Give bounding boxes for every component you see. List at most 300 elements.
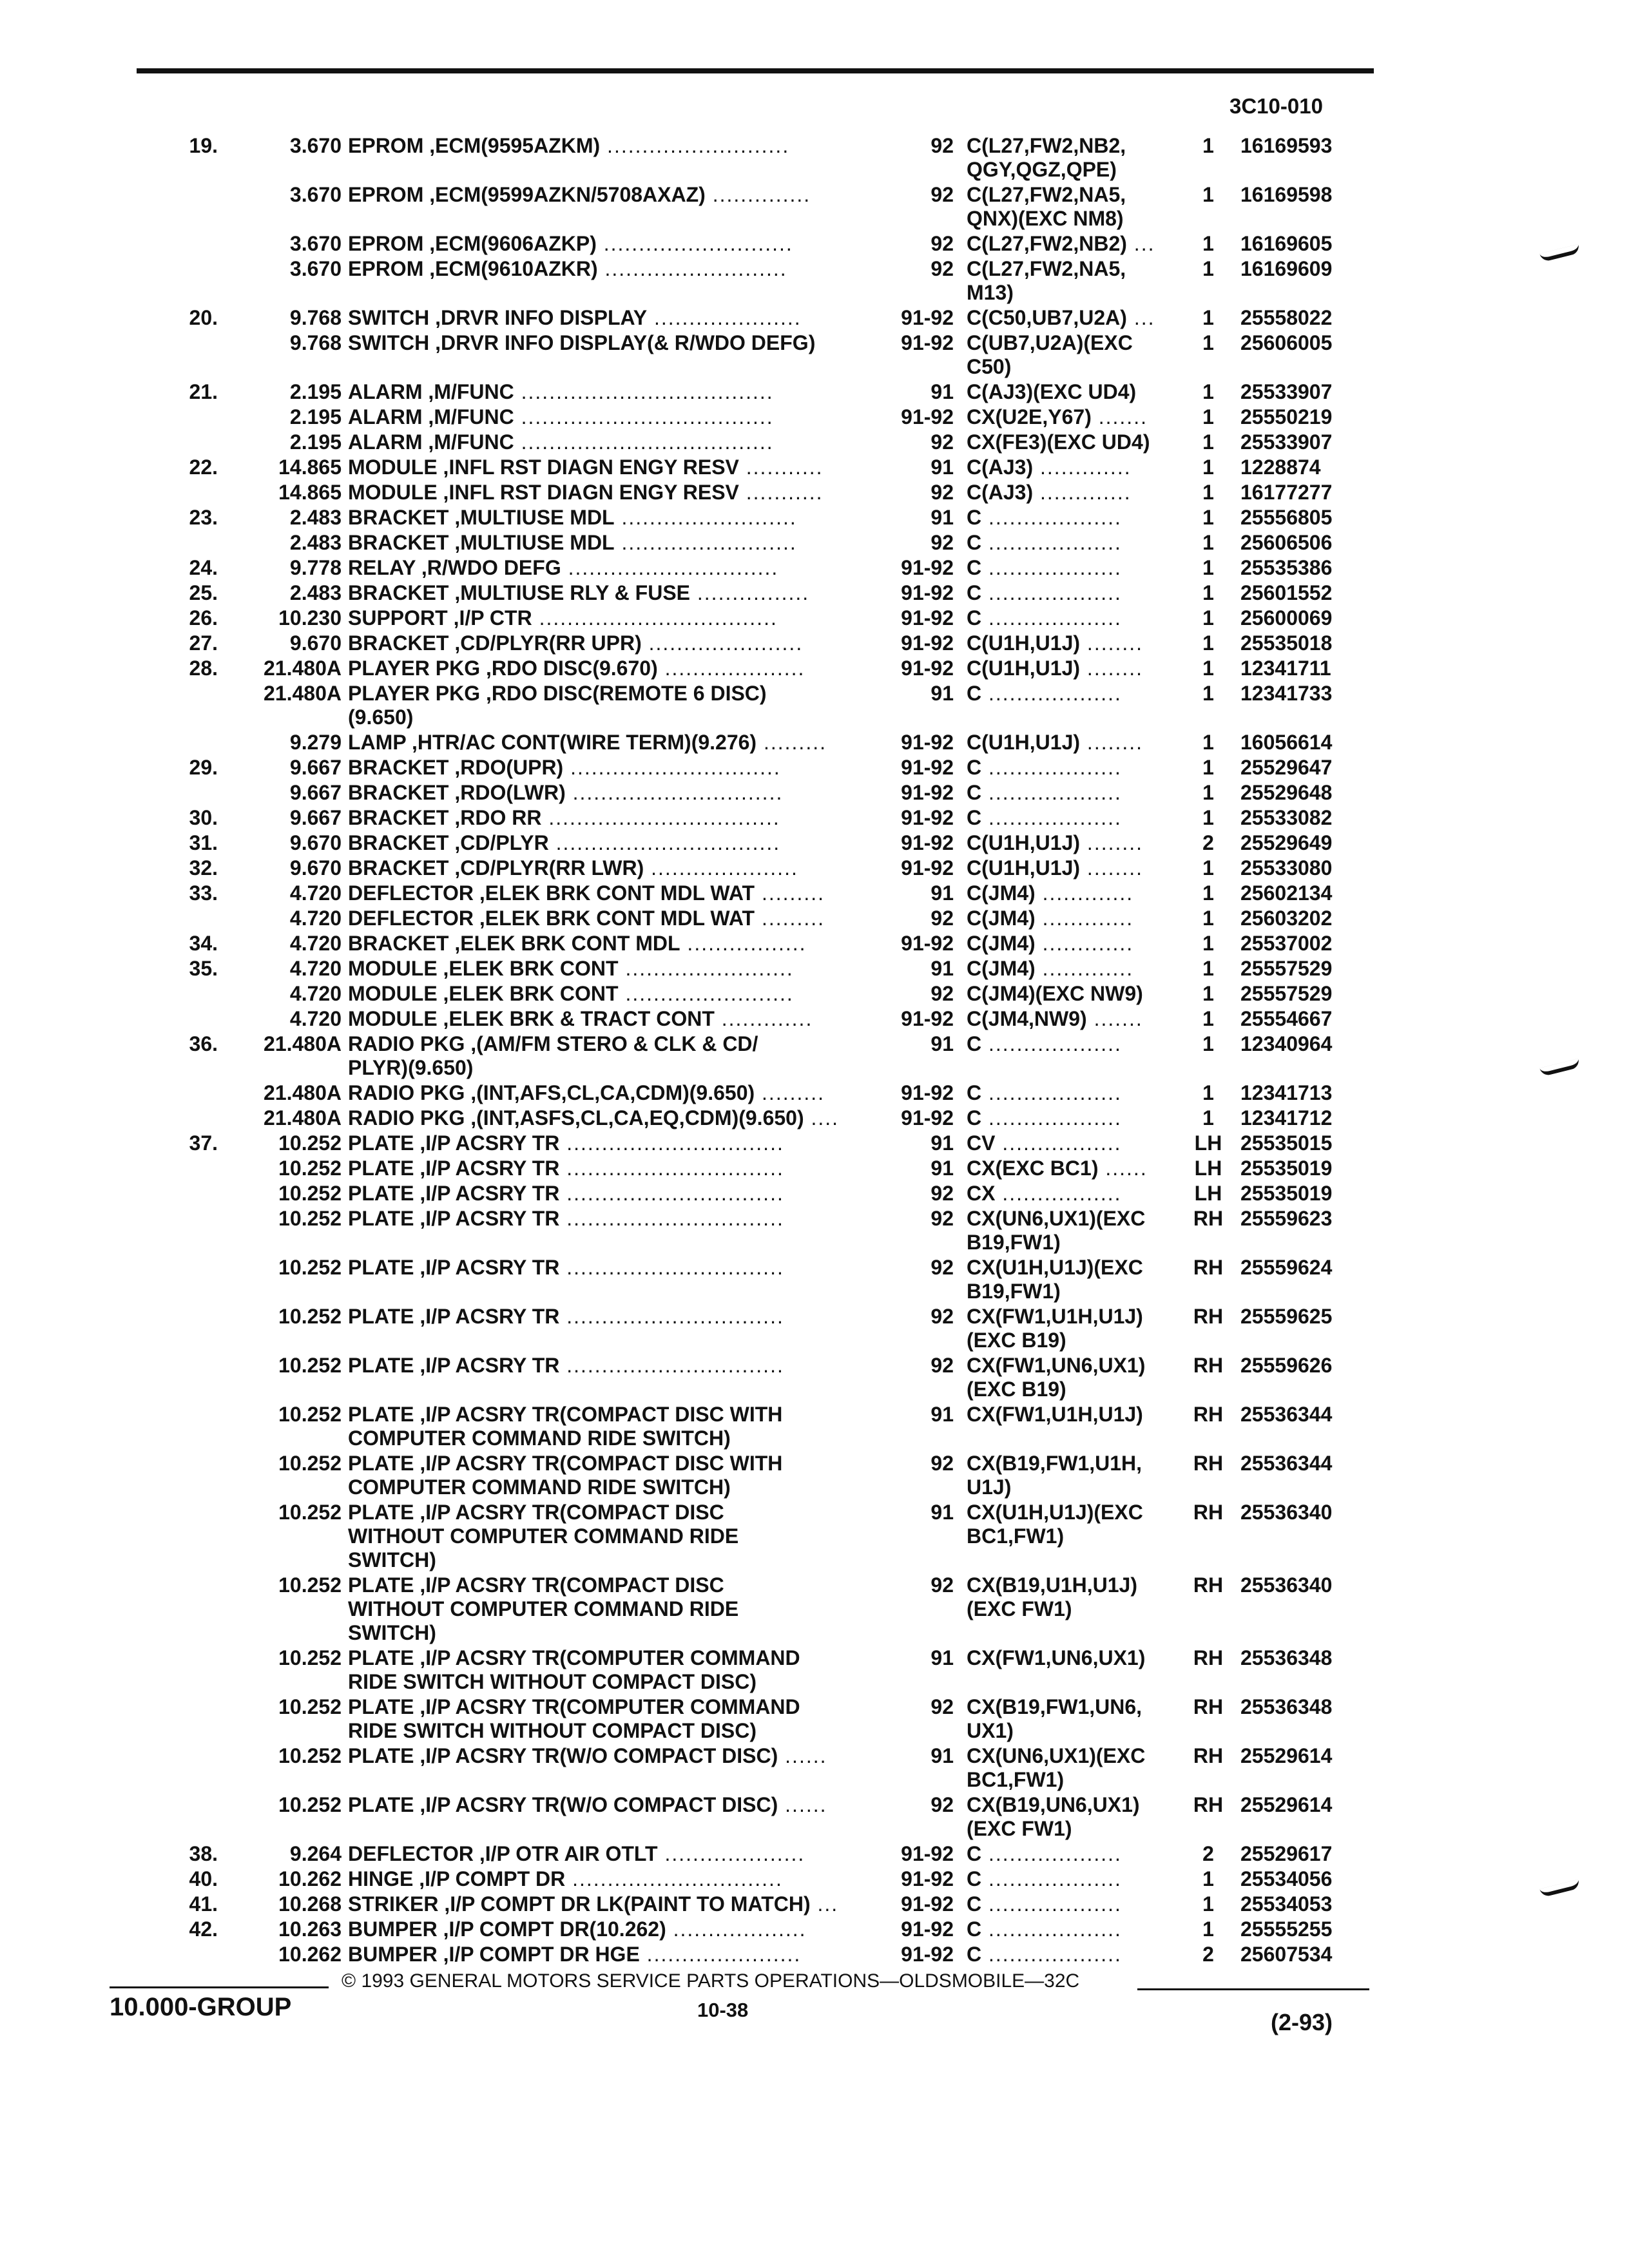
part-description: BRACKET ,CD/PLYR(RR LWR) .....................: [348, 856, 798, 879]
part-group-number: 2.483: [289, 581, 342, 604]
part-description: BRACKET ,ELEK BRK CONT MDL .................: [348, 932, 807, 955]
leader-dots: .........................: [614, 506, 797, 529]
part-model-year: 91-92: [901, 806, 954, 829]
part-part-number: 25529614: [1240, 1744, 1333, 1767]
part-part-number: 25559624: [1240, 1256, 1333, 1279]
leader-dots: ........................: [618, 957, 794, 980]
part-part-number: 25536344: [1240, 1452, 1333, 1475]
part-part-number: 25537002: [1240, 932, 1333, 955]
part-part-number: 25600069: [1240, 606, 1333, 629]
part-row: [0, 831, 1629, 856]
part-quantity: RH: [1193, 1793, 1224, 1816]
part-row: [0, 1501, 1629, 1573]
part-ref: 21.: [189, 380, 218, 403]
part-model-year: 92: [930, 531, 954, 554]
part-part-number: 25602134: [1240, 881, 1333, 905]
part-part-number: 25554667: [1240, 1007, 1333, 1030]
part-description: SUPPORT ,I/P CTR ..................................: [348, 606, 778, 629]
part-row: [0, 1403, 1629, 1452]
part-group-number: 9.670: [289, 631, 342, 655]
leader-dots: ..................................: [532, 606, 778, 629]
leader-dots: ...................: [981, 756, 1122, 779]
part-group-number: 10.252: [278, 1157, 342, 1180]
part-model-year: 91: [930, 1501, 954, 1524]
part-model-year: 91-92: [901, 1842, 954, 1865]
leader-dots: ...................: [981, 1867, 1122, 1890]
part-group-number: 21.480A: [264, 1081, 342, 1104]
part-model-year: 91: [930, 380, 954, 403]
part-row: [0, 1793, 1629, 1842]
footer-date: (2-93): [1271, 2009, 1333, 2035]
leader-dots: ...................: [981, 581, 1122, 604]
footer-copyright: © 1993 GENERAL MOTORS SERVICE PARTS OPERATIONS—OLDSMOBILE—32C: [342, 1970, 1080, 1992]
part-group-number: 10.252: [278, 1573, 342, 1597]
part-description: PLATE ,I/P ACSRY TR ...............................: [348, 1182, 784, 1205]
part-group-number: 10.252: [278, 1256, 342, 1279]
part-part-number: 1228874: [1240, 456, 1321, 479]
part-quantity: 2: [1202, 1842, 1214, 1865]
part-group-number: 9.778: [289, 556, 342, 579]
part-quantity: 1: [1202, 531, 1214, 554]
part-model-year: 91-92: [901, 405, 954, 428]
part-model-year: 91: [930, 1157, 954, 1180]
footer-rule-right: [1137, 1988, 1369, 1990]
leader-dots: .......: [1091, 405, 1148, 428]
part-quantity: 1: [1202, 881, 1214, 905]
part-usage-code: C(U1H,U1J) ........: [967, 831, 1144, 854]
part-row: [0, 907, 1629, 932]
part-group-number: 10.230: [278, 606, 342, 629]
part-quantity: 1: [1202, 581, 1214, 604]
part-usage-code: C ...................: [967, 581, 1122, 604]
part-usage-code: CX(UN6,UX1)(EXC B19,FW1): [967, 1207, 1146, 1254]
part-part-number: 25559626: [1240, 1354, 1333, 1377]
part-model-year: 91-92: [901, 1081, 954, 1104]
part-quantity: 2: [1202, 1943, 1214, 1966]
leader-dots: ...................: [981, 682, 1122, 705]
part-quantity: 1: [1202, 1106, 1214, 1129]
part-description: RADIO PKG ,(INT,ASFS,CL,CA,EQ,CDM)(9.650) ....: [348, 1106, 840, 1129]
part-ref: 41.: [189, 1892, 218, 1916]
part-ref: 24.: [189, 556, 218, 579]
part-usage-code: C ...................: [967, 806, 1122, 829]
part-usage-code: C(U1H,U1J) ........: [967, 657, 1144, 680]
leader-dots: .........: [755, 1081, 825, 1104]
part-model-year: 91-92: [901, 932, 954, 955]
part-group-number: 10.252: [278, 1695, 342, 1718]
part-model-year: 91: [930, 506, 954, 529]
leader-dots: ...................: [981, 1032, 1122, 1055]
part-model-year: 92: [930, 232, 954, 255]
part-part-number: 12340964: [1240, 1032, 1333, 1055]
part-group-number: 10.252: [278, 1793, 342, 1816]
part-quantity: 1: [1202, 982, 1214, 1005]
part-description: PLATE ,I/P ACSRY TR(COMPACT DISC WITHOUT COMPUTER COMMAND RIDE SWITCH): [348, 1501, 739, 1571]
part-usage-code: CX .................: [967, 1182, 1122, 1205]
leader-dots: .........: [757, 731, 827, 754]
leader-dots: ......................: [639, 1943, 802, 1966]
part-row: [0, 1256, 1629, 1305]
leader-dots: ....................................: [514, 380, 774, 403]
part-usage-code: C(JM4,NW9) .......: [967, 1007, 1143, 1030]
part-quantity: 1: [1202, 631, 1214, 655]
part-usage-code: C ...................: [967, 606, 1122, 629]
part-description: PLAYER PKG ,RDO DISC(9.670) ....................: [348, 657, 805, 680]
part-part-number: 25535019: [1240, 1182, 1333, 1205]
part-row: [0, 657, 1629, 682]
part-usage-code: C ...................: [967, 1842, 1122, 1865]
part-group-number: 21.480A: [264, 682, 342, 705]
part-part-number: 25606506: [1240, 531, 1333, 554]
leader-dots: ........: [1080, 856, 1144, 879]
part-quantity: 1: [1202, 481, 1214, 504]
part-quantity: RH: [1193, 1573, 1224, 1597]
part-part-number: 25529647: [1240, 756, 1333, 779]
part-part-number: 25529648: [1240, 781, 1333, 804]
part-group-number: 21.480A: [264, 657, 342, 680]
part-usage-code: CX(UN6,UX1)(EXC BC1,FW1): [967, 1744, 1146, 1791]
part-usage-code: CX(FW1,U1H,U1J): [967, 1403, 1143, 1426]
leader-dots: ...: [1126, 232, 1155, 255]
leader-dots: ...................: [981, 531, 1122, 554]
part-model-year: 91: [930, 1403, 954, 1426]
part-row: [0, 380, 1629, 405]
part-group-number: 10.252: [278, 1182, 342, 1205]
part-group-number: 4.720: [289, 907, 342, 930]
part-model-year: 91-92: [901, 1106, 954, 1129]
part-ref: 28.: [189, 657, 218, 680]
leader-dots: .......: [1086, 1007, 1143, 1030]
part-usage-code: C(JM4)(EXC NW9): [967, 982, 1143, 1005]
part-description: BRACKET ,RDO(LWR) ..............................: [348, 781, 784, 804]
part-model-year: 91-92: [901, 556, 954, 579]
part-usage-code: CV .................: [967, 1131, 1122, 1155]
part-description: DEFLECTOR ,ELEK BRK CONT MDL WAT .........: [348, 907, 825, 930]
part-part-number: 25533907: [1240, 380, 1333, 403]
part-row: [0, 682, 1629, 731]
part-usage-code: C(JM4) .............: [967, 932, 1134, 955]
part-usage-code: C(L27,FW2,NA5, QNX)(EXC NM8): [967, 183, 1126, 230]
part-description: EPROM ,ECM(9606AZKP) ...........................: [348, 232, 793, 255]
part-group-number: 10.252: [278, 1354, 342, 1377]
part-description: SWITCH ,DRVR INFO DISPLAY .....................: [348, 306, 802, 329]
part-group-number: 21.480A: [264, 1032, 342, 1055]
part-row: [0, 1131, 1629, 1157]
leader-dots: .................: [680, 932, 807, 955]
leader-dots: .............: [1035, 881, 1134, 905]
part-quantity: RH: [1193, 1695, 1224, 1718]
part-row: [0, 731, 1629, 756]
part-group-number: 3.670: [289, 257, 342, 280]
leader-dots: .....................: [647, 306, 802, 329]
part-quantity: RH: [1193, 1646, 1224, 1669]
part-model-year: 91-92: [901, 731, 954, 754]
part-row: [0, 481, 1629, 506]
part-row: [0, 1695, 1629, 1744]
part-group-number: 2.195: [289, 380, 342, 403]
part-description: ALARM ,M/FUNC ....................................: [348, 430, 774, 454]
part-group-number: 2.195: [289, 430, 342, 454]
part-model-year: 92: [930, 1182, 954, 1205]
part-part-number: 25534053: [1240, 1892, 1333, 1916]
leader-dots: .............: [714, 1007, 813, 1030]
part-model-year: 91-92: [901, 306, 954, 329]
part-description: EPROM ,ECM(9610AZKR) ..........................: [348, 257, 787, 280]
part-model-year: 92: [930, 1452, 954, 1475]
part-ref: 32.: [189, 856, 218, 879]
leader-dots: ..............................: [563, 756, 781, 779]
part-quantity: RH: [1193, 1452, 1224, 1475]
part-model-year: 92: [930, 1256, 954, 1279]
part-description: MODULE ,ELEK BRK CONT ........................: [348, 982, 794, 1005]
part-quantity: 1: [1202, 1081, 1214, 1104]
part-part-number: 25557529: [1240, 957, 1333, 980]
part-group-number: 10.252: [278, 1744, 342, 1767]
part-description: PLATE ,I/P ACSRY TR ...............................: [348, 1354, 784, 1377]
leader-dots: .....................: [644, 856, 798, 879]
part-group-number: 9.670: [289, 831, 342, 854]
part-quantity: 2: [1202, 831, 1214, 854]
part-usage-code: C(JM4) .............: [967, 957, 1134, 980]
leader-dots: ....................: [657, 1842, 805, 1865]
part-usage-code: C(AJ3) .............: [967, 481, 1132, 504]
part-row: [0, 405, 1629, 430]
part-part-number: 25607534: [1240, 1943, 1333, 1966]
leader-dots: ...................: [981, 806, 1122, 829]
leader-dots: ...............................: [559, 1182, 784, 1205]
part-description: BRACKET ,MULTIUSE RLY & FUSE ................: [348, 581, 810, 604]
part-quantity: RH: [1193, 1207, 1224, 1230]
part-model-year: 92: [930, 1305, 954, 1328]
part-usage-code: C(AJ3)(EXC UD4): [967, 380, 1137, 403]
part-quantity: 1: [1202, 907, 1214, 930]
part-model-year: 92: [930, 481, 954, 504]
part-row: [0, 1892, 1629, 1917]
part-usage-code: C ...................: [967, 1081, 1122, 1104]
part-usage-code: C ...................: [967, 1917, 1122, 1941]
part-usage-code: C ...................: [967, 1943, 1122, 1966]
part-ref: 35.: [189, 957, 218, 980]
part-group-number: 9.768: [289, 306, 342, 329]
part-usage-code: C(U1H,U1J) ........: [967, 631, 1144, 655]
part-part-number: 25535015: [1240, 1131, 1333, 1155]
part-quantity: RH: [1193, 1501, 1224, 1524]
part-part-number: 25606005: [1240, 331, 1333, 354]
part-model-year: 91-92: [901, 781, 954, 804]
part-row: [0, 257, 1629, 306]
leader-dots: ..............................: [565, 1867, 783, 1890]
part-quantity: RH: [1193, 1305, 1224, 1328]
part-group-number: 9.768: [289, 331, 342, 354]
part-description: BRACKET ,MULTIUSE MDL .........................: [348, 506, 797, 529]
part-description: MODULE ,INFL RST DIAGN ENGY RESV ...........: [348, 456, 824, 479]
part-row: [0, 1081, 1629, 1106]
part-description: LAMP ,HTR/AC CONT(WIRE TERM)(9.276) .........: [348, 731, 827, 754]
part-quantity: 1: [1202, 380, 1214, 403]
part-quantity: RH: [1193, 1354, 1224, 1377]
top-rule: [137, 68, 1374, 73]
part-model-year: 92: [930, 1695, 954, 1718]
part-quantity: 1: [1202, 957, 1214, 980]
leader-dots: ...: [810, 1892, 839, 1916]
leader-dots: .................................: [541, 806, 780, 829]
part-usage-code: CX(FW1,UN6,UX1) (EXC B19): [967, 1354, 1146, 1401]
part-description: RADIO PKG ,(AM/FM STERO & CLK & CD/ PLYR)(9.650): [348, 1032, 758, 1079]
part-usage-code: C(C50,UB7,U2A) ...: [967, 306, 1155, 329]
part-row: [0, 1106, 1629, 1131]
part-quantity: 1: [1202, 781, 1214, 804]
part-quantity: 1: [1202, 134, 1214, 157]
leader-dots: ........: [1080, 731, 1144, 754]
leader-dots: .........: [755, 907, 825, 930]
part-group-number: 4.720: [289, 932, 342, 955]
leader-dots: .................: [995, 1131, 1122, 1155]
part-group-number: 3.670: [289, 232, 342, 255]
part-row: [0, 1573, 1629, 1646]
part-part-number: 16177277: [1240, 481, 1333, 504]
leader-dots: ........: [1080, 831, 1144, 854]
part-model-year: 91: [930, 1032, 954, 1055]
part-model-year: 91: [930, 1646, 954, 1669]
part-usage-code: C(L27,FW2,NB2) ...: [967, 232, 1155, 255]
part-row: [0, 1305, 1629, 1354]
leader-dots: ..............................: [561, 556, 779, 579]
leader-dots: .........: [755, 881, 825, 905]
part-usage-code: C(JM4) .............: [967, 907, 1134, 930]
part-description: BRACKET ,MULTIUSE MDL .........................: [348, 531, 797, 554]
part-usage-code: C(L27,FW2,NA5, M13): [967, 257, 1126, 304]
part-row: [0, 806, 1629, 831]
part-group-number: 4.720: [289, 957, 342, 980]
part-model-year: 91-92: [901, 1007, 954, 1030]
part-usage-code: C ...................: [967, 506, 1122, 529]
part-quantity: RH: [1193, 1744, 1224, 1767]
part-ref: 19.: [189, 134, 218, 157]
part-group-number: 21.480A: [264, 1106, 342, 1129]
leader-dots: ..........................: [600, 134, 790, 157]
part-usage-code: C ...................: [967, 556, 1122, 579]
part-part-number: 25536340: [1240, 1501, 1333, 1524]
part-row: [0, 631, 1629, 657]
part-group-number: 9.264: [289, 1842, 342, 1865]
part-row: [0, 982, 1629, 1007]
part-row: [0, 581, 1629, 606]
part-description: BRACKET ,CD/PLYR(RR UPR) ......................: [348, 631, 804, 655]
part-usage-code: CX(FE3)(EXC UD4): [967, 430, 1150, 454]
part-usage-code: CX(B19,UN6,UX1) (EXC FW1): [967, 1793, 1140, 1840]
part-part-number: 16169598: [1240, 183, 1333, 206]
part-description: PLATE ,I/P ACSRY TR(COMPACT DISC WITHOUT COMPUTER COMMAND RIDE SWITCH): [348, 1573, 739, 1644]
part-group-number: 10.252: [278, 1305, 342, 1328]
part-row: [0, 134, 1629, 183]
part-description: BRACKET ,CD/PLYR ................................: [348, 831, 781, 854]
part-quantity: 1: [1202, 430, 1214, 454]
part-description: ALARM ,M/FUNC ....................................: [348, 380, 774, 403]
part-part-number: 25534056: [1240, 1867, 1333, 1890]
part-part-number: 25529614: [1240, 1793, 1333, 1816]
footer-rule-left: [110, 1986, 329, 1988]
part-model-year: 91-92: [901, 631, 954, 655]
part-description: ALARM ,M/FUNC ....................................: [348, 405, 774, 428]
part-quantity: 1: [1202, 1032, 1214, 1055]
part-group-number: 9.667: [289, 806, 342, 829]
part-part-number: 25601552: [1240, 581, 1333, 604]
part-description: PLATE ,I/P ACSRY TR(COMPACT DISC WITH COMPUTER COMMAND RIDE SWITCH): [348, 1403, 783, 1450]
leader-dots: ...............................: [559, 1305, 784, 1328]
part-group-number: 9.279: [289, 731, 342, 754]
part-quantity: 1: [1202, 1917, 1214, 1941]
leader-dots: ................: [690, 581, 810, 604]
footer-page-number: 10-38: [697, 1999, 749, 2021]
part-quantity: RH: [1193, 1256, 1224, 1279]
part-row: [0, 1452, 1629, 1501]
leader-dots: .................: [995, 1182, 1122, 1205]
part-part-number: 12341733: [1240, 682, 1333, 705]
part-description: BRACKET ,RDO(UPR) ..............................: [348, 756, 781, 779]
part-row: [0, 606, 1629, 631]
part-model-year: 91: [930, 1744, 954, 1767]
part-group-number: 10.252: [278, 1646, 342, 1669]
part-model-year: 91: [930, 1131, 954, 1155]
part-part-number: 25559625: [1240, 1305, 1333, 1328]
part-usage-code: CX(FW1,UN6,UX1): [967, 1646, 1146, 1669]
part-description: BRACKET ,RDO RR .................................: [348, 806, 780, 829]
part-model-year: 92: [930, 1207, 954, 1230]
part-description: BUMPER ,I/P COMPT DR HGE ......................: [348, 1943, 802, 1966]
part-group-number: 10.252: [278, 1452, 342, 1475]
part-group-number: 3.670: [289, 183, 342, 206]
leader-dots: ........: [1080, 657, 1144, 680]
part-group-number: 4.720: [289, 982, 342, 1005]
part-usage-code: CX(B19,U1H,U1J) (EXC FW1): [967, 1573, 1137, 1620]
part-quantity: LH: [1194, 1131, 1222, 1155]
leader-dots: ...............................: [559, 1256, 784, 1279]
part-ref: 36.: [189, 1032, 218, 1055]
leader-dots: ...................: [666, 1917, 807, 1941]
part-part-number: 25550219: [1240, 405, 1333, 428]
part-row: [0, 856, 1629, 881]
part-part-number: 25603202: [1240, 907, 1333, 930]
part-model-year: 92: [930, 907, 954, 930]
leader-dots: ...................: [981, 1842, 1122, 1865]
part-quantity: 1: [1202, 806, 1214, 829]
part-model-year: 91: [930, 456, 954, 479]
part-model-year: 92: [930, 1573, 954, 1597]
part-quantity: 1: [1202, 456, 1214, 479]
part-quantity: 1: [1202, 257, 1214, 280]
part-description: EPROM ,ECM(9595AZKM) ..........................: [348, 134, 790, 157]
leader-dots: ......: [778, 1744, 827, 1767]
leader-dots: ...................: [981, 556, 1122, 579]
part-quantity: 1: [1202, 606, 1214, 629]
part-model-year: 91: [930, 682, 954, 705]
part-usage-code: C ...................: [967, 531, 1122, 554]
part-usage-code: C ...................: [967, 1867, 1122, 1890]
part-row: [0, 430, 1629, 456]
part-group-number: 10.252: [278, 1501, 342, 1524]
part-part-number: 25536344: [1240, 1403, 1333, 1426]
part-description: MODULE ,INFL RST DIAGN ENGY RESV ...........: [348, 481, 824, 504]
part-description: STRIKER ,I/P COMPT DR LK(PAINT TO MATCH) ...: [348, 1892, 839, 1916]
part-part-number: 25529617: [1240, 1842, 1333, 1865]
part-description: MODULE ,ELEK BRK & TRACT CONT .............: [348, 1007, 813, 1030]
part-model-year: 92: [930, 1354, 954, 1377]
part-description: HINGE ,I/P COMPT DR ..............................: [348, 1867, 783, 1890]
part-usage-code: C ...................: [967, 1892, 1122, 1916]
part-ref: 22.: [189, 456, 218, 479]
part-model-year: 91-92: [901, 606, 954, 629]
part-row: [0, 1917, 1629, 1943]
